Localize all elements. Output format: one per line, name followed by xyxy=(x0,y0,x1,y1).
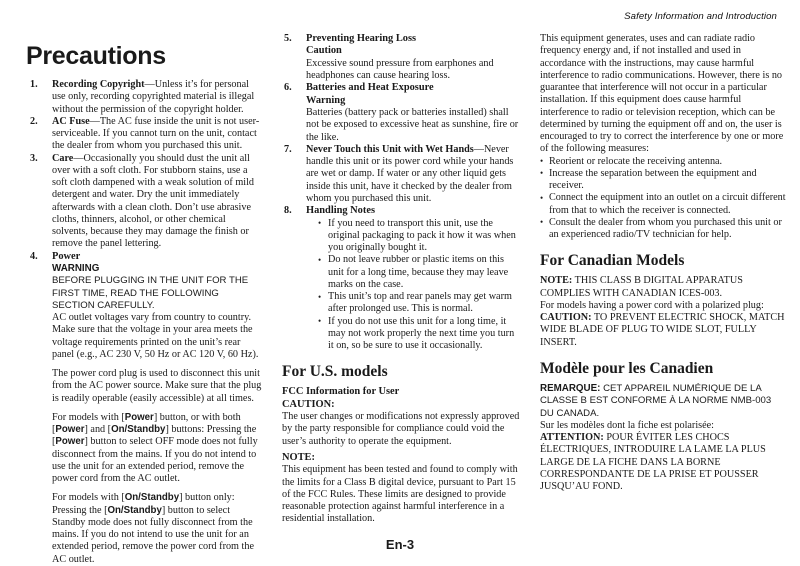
list-item: • Reorient or relocate the receiving antenna. xyxy=(540,156,786,168)
paragraph-spacer xyxy=(52,485,264,492)
canadian-note xyxy=(540,275,786,300)
canadien-remarque xyxy=(540,383,786,420)
caution-body: TO PREVENT ELECTRIC SHOCK, MATCH WIDE BLADE OF PLUG TO WIDE SLOT, FULLY INSERT. xyxy=(540,312,785,348)
item-lead: Power xyxy=(52,250,81,262)
canadien-polarized-line: Sur les modèles dont la fiche est polarisée: xyxy=(540,419,714,431)
attention-label: ATTENTION: xyxy=(540,432,604,444)
remarque-label: REMARQUE: xyxy=(540,382,601,394)
caution-label: Caution xyxy=(306,45,342,57)
item-number: 7. xyxy=(284,143,292,155)
section-heading-canadien-models: Modèle pour les Canadien xyxy=(540,359,714,377)
item-number: 3. xyxy=(30,152,38,164)
item-number: 2. xyxy=(30,115,38,127)
paragraph-spacer xyxy=(52,361,264,368)
warning-body: BEFORE PLUGGING IN THE UNIT FOR THE FIRST TIME, READ THE FOLLOWING SECTION CAREFULLY. xyxy=(52,275,249,311)
item-body: Batteries (battery pack or batteries installed) shall not be exposed to excessive heat as sunshine, fire or the like. xyxy=(306,107,519,143)
precaution-item-4 xyxy=(28,251,264,566)
list-item: • This unit’s top and rear panels may get warm after prolonged use. This is normal. xyxy=(318,291,522,316)
precaution-item-2 xyxy=(28,116,264,153)
p3-b: ] button, or with both [ xyxy=(52,411,241,436)
p3-a: For models with [ xyxy=(52,411,125,423)
item-number: 1. xyxy=(30,79,38,90)
remarque-body: CET APPAREIL NUMÉRIQUE DE LA CLASSE B EST CONFORME À LA NORME NMB-003 DU CANADA. xyxy=(540,382,772,419)
p3-d: ] buttons: Pressing the [ xyxy=(52,424,257,448)
note-label: NOTE: xyxy=(282,451,315,463)
onstandby-button-name: On/Standby xyxy=(111,424,166,436)
item-lead: Batteries and Heat Exposure xyxy=(306,82,434,94)
item-lead: Never Touch this Unit with Wet Hands xyxy=(306,143,474,155)
power-button-name: Power xyxy=(124,411,154,423)
caution-label: CAUTION: xyxy=(282,398,335,410)
list-item: • Connect the equipment into an outlet on a circuit different from that to which the receiver is connected. xyxy=(540,192,786,217)
item-body: —Occasionally you should dust the unit all over with a soft cloth. For stubborn stains, use a soft cloth dampened with a weak solution of mild detergent and water. Dry the unit immediately afterwards with a clean cloth. Don’t use abrasive cloths, thinners, alcohol, or other chemical solvents, because they may damage the finish or remove the panel lettering. xyxy=(52,152,255,250)
column-one xyxy=(14,33,264,566)
onstandby-button-name: On/Standby xyxy=(124,492,180,504)
canadien-attention xyxy=(540,432,786,493)
canadian-polarized-line: For models having a power cord with a polarized plug: xyxy=(540,299,764,311)
power-paragraph-2: The power cord plug is used to disconnect this unit from the AC power source. Make sure that the plug is readily operable (easily accessible) at all times. xyxy=(52,368,262,404)
note-body: This equipment has been tested and found to comply with the limits for a Class B digital device, pursuant to Part 15 of the FCC Rules. These limits are designed to provide reasonable protection against harmful interference in a residential installation. xyxy=(282,464,518,525)
item-lead: Recording Copyright xyxy=(52,79,145,90)
list-item: • Do not leave rubber or plastic items on this unit for a long time, because they may leave marks on the case. xyxy=(318,254,522,291)
item-lead: Preventing Hearing Loss xyxy=(306,33,417,44)
precaution-item-1 xyxy=(28,79,264,116)
fcc-measures-list xyxy=(540,156,786,242)
column-three xyxy=(540,33,786,494)
warning-label: Warning xyxy=(306,94,346,106)
item-body: —Never handle this unit or its power cord while your hands are wet or damp. If water or any other liquid gets inside this unit, have it checked by the dealer from whom you purchased this unit. xyxy=(306,143,514,204)
precaution-item-8 xyxy=(282,205,522,352)
item-number: 8. xyxy=(284,205,292,217)
item-text xyxy=(52,116,264,153)
running-header: Safety Information and Introduction xyxy=(624,11,777,22)
note-label: NOTE: xyxy=(540,275,573,287)
item-text xyxy=(52,79,264,116)
caution-label: CAUTION: xyxy=(540,312,592,324)
caution-body: The user changes or modifications not expressly approved by the party responsible for compliance could void the user’s authority to operate the equipment. xyxy=(282,411,520,447)
list-item: • If you need to transport this unit, use the original packaging to pack it how it was when you originally bought it. xyxy=(318,218,522,255)
fcc-info-heading: FCC Information for User xyxy=(282,386,400,398)
precautions-list xyxy=(28,79,264,566)
item-body: —The AC fuse inside the unit is not user-serviceable. If you cannot turn on the unit, contact the dealer from whom you purchased this unit. xyxy=(52,115,260,152)
canadian-caution xyxy=(540,312,786,349)
page-title: Precautions xyxy=(26,42,166,70)
power-paragraph-3 xyxy=(52,412,264,486)
item-body: —Unless it’s for personal use only, recording copyrighted material is illegal without the permission of the copyright holder. xyxy=(52,79,255,115)
power-paragraph-1: AC outlet voltages vary from country to country. Make sure that the voltage in your area meets the voltage requirements printed on the unit’s rear panel (e.g., AC 230 V, 50 Hz or AC 120 V, 60 Hz). xyxy=(52,312,259,360)
item-number: 5. xyxy=(284,33,292,44)
precaution-item-5 xyxy=(282,33,522,82)
attention-body: POUR ÉVITER LES CHOCS ÉLECTRIQUES, INTRODUIRE LA LAME LA PLUS LARGE DE LA FICHE DANS LA BORNE CORRESPONDANTE DE LA PRISE ET POUSSER JUSQU’AU FOND. xyxy=(540,432,766,493)
item-lead: Care xyxy=(52,152,74,164)
item-number: 4. xyxy=(30,250,38,262)
item-number: 6. xyxy=(284,82,292,94)
power-button-name: Power xyxy=(55,436,85,448)
page-number: En-3 xyxy=(385,537,415,552)
p4-b: ] button only: Pressing the [ xyxy=(52,492,235,516)
paragraph-spacer xyxy=(52,405,264,412)
list-item: • If you do not use this unit for a long time, it may not work properly the next time you turn it on, so be sure to use it occasionally. xyxy=(318,316,522,353)
note-body: THIS CLASS B DIGITAL APPARATUS COMPLIES WITH CANADIAN ICES-003. xyxy=(540,275,743,299)
fcc-continued-paragraph: This equipment generates, uses and can radiate radio frequency energy and, if not installed and used in accordance with the instructions, may cause harmful interference to radio communications. However, there is no guarantee that interference will not occur in a particular installation. If this equipment does cause harmful interference to radio or television reception, which can be determined by turning the equipment off and on, the user is encouraged to try to correct the interference by one or more of the following measures: xyxy=(540,33,784,155)
onstandby-button-name: On/Standby xyxy=(107,504,162,516)
power-paragraph-4 xyxy=(52,492,264,566)
item-text xyxy=(306,144,522,205)
three-column-body xyxy=(14,33,786,566)
p3-e: ] button to select OFF mode does not fully disconnect from the mains. If you do not intend to use the unit for an extended period, remove the power cord from the AC outlet. xyxy=(52,436,258,485)
item-text xyxy=(52,153,264,251)
section-heading-us-models: For U.S. models xyxy=(282,363,388,381)
section-heading-canadian-models: For Canadian Models xyxy=(540,252,685,270)
p4-c: ] button to select Standby mode does not fully disconnect from the mains. If you do not intend to use the unit for an extended period, remove the power cord from the AC outlet. xyxy=(52,504,254,565)
handling-notes-list xyxy=(306,218,522,353)
item-lead: AC Fuse xyxy=(52,115,90,127)
precaution-item-7 xyxy=(282,144,522,205)
precaution-item-3 xyxy=(28,153,264,251)
power-button-name: Power xyxy=(55,424,85,436)
warning-label: WARNING xyxy=(52,262,100,274)
list-item: • Increase the separation between the equipment and receiver. xyxy=(540,168,786,193)
item-body: Excessive sound pressure from earphones and headphones can cause hearing loss. xyxy=(306,57,494,82)
precaution-item-6 xyxy=(282,82,522,144)
item-lead: Handling Notes xyxy=(306,205,375,217)
precautions-list-continued xyxy=(282,33,522,352)
list-item: • Consult the dealer from whom you purchased this unit or an experienced radio/TV technician for help. xyxy=(540,217,786,242)
column-two xyxy=(282,33,522,526)
p4-a: For models with [ xyxy=(52,492,125,504)
p3-c: ] and [ xyxy=(84,424,112,436)
